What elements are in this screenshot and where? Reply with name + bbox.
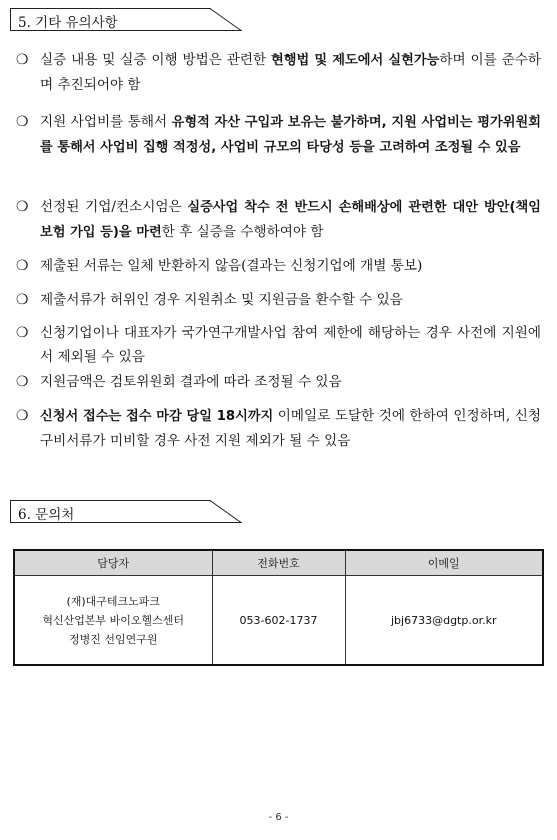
heading-slant-decoration xyxy=(209,8,243,32)
emphasis-text: 현행법 및 제도에서 실현가능 xyxy=(271,53,440,68)
header-phone: 전화번호 xyxy=(212,550,345,576)
plain-text: 지원금액은 검토위원회 결과에 따라 조정될 수 있음 xyxy=(40,374,342,390)
notice-item xyxy=(16,288,541,312)
header-person: 담당자 xyxy=(14,550,212,576)
notice-item xyxy=(16,195,541,245)
contact-table xyxy=(13,549,544,666)
notice-text xyxy=(40,321,541,369)
contact-email: jbj6733@dgtp.or.kr xyxy=(345,576,543,666)
bullet-icon: ❍ xyxy=(16,52,29,68)
bullet-icon: ❍ xyxy=(16,408,29,424)
bullet-icon: ❍ xyxy=(16,325,29,341)
notice-text xyxy=(40,48,541,97)
bullet-icon: ❍ xyxy=(16,374,29,390)
contact-person-cell xyxy=(14,576,212,666)
notice-item xyxy=(16,254,541,278)
bullet-icon: ❍ xyxy=(16,258,29,274)
bullet-icon: ❍ xyxy=(16,199,29,215)
notice-text xyxy=(40,370,541,394)
section-6-title: 6. 문의처 xyxy=(18,507,75,523)
contact-table-row xyxy=(14,576,543,666)
notice-text xyxy=(40,110,541,160)
notice-item xyxy=(16,404,541,453)
section-5-heading xyxy=(10,8,240,32)
notice-text xyxy=(40,195,541,245)
bullet-icon: ❍ xyxy=(16,292,29,308)
emphasis-text: 유형적 자산 구입과 보유는 불가하며, 지원 사업비는 평가위원회를 통해서 사업비 집행 적정성, 사업비 규모의 타당성 등을 고려하여 조정될 수 있음 xyxy=(40,115,541,155)
plain-text: 제출서류가 허위인 경우 지원취소 및 지원금을 환수할 수 있음 xyxy=(40,292,403,308)
notice-text xyxy=(40,288,541,312)
notice-text xyxy=(40,404,541,453)
emphasis-text: 실증사업 착수 전 반드시 손해배상에 관련한 대안 방안(책임보험 가입 등)을 마련 xyxy=(40,200,541,240)
plain-text: 신청기업이나 대표자가 국가연구개발사업 참여 제한에 해당하는 경우 사전에 지원에서 제외될 수 있음 xyxy=(40,325,541,365)
emphasis-text: 신청서 접수는 접수 마감 당일 18시까지 xyxy=(40,409,274,424)
contact-name: 정병진 선임연구원 xyxy=(68,632,158,646)
plain-text: 지원 사업비를 통해서 xyxy=(40,114,172,130)
section-5-title: 5. 기타 유의사항 xyxy=(18,15,118,31)
notice-item xyxy=(16,370,541,394)
page-number: - 6 - xyxy=(268,812,289,823)
heading-slant-decoration xyxy=(209,500,243,524)
plain-text: 실증 내용 및 실증 이행 방법은 관련한 xyxy=(40,52,272,68)
header-email: 이메일 xyxy=(345,550,543,576)
contact-department: 혁신산업본부 바이오헬스센터 xyxy=(42,613,185,627)
plain-text: 하며 이를 준수하며 추진되어야 함 xyxy=(40,52,541,93)
contact-org: (재)대구테크노파크 xyxy=(66,594,161,608)
bullet-icon: ❍ xyxy=(16,114,29,130)
notice-item xyxy=(16,48,541,97)
plain-text: 이메일로 도달한 것에 한하여 인정하며, 신청 구비서류가 미비할 경우 사전 지원 제외가 될 수 있음 xyxy=(40,408,541,449)
contact-phone: 053-602-1737 xyxy=(212,576,345,666)
notice-item xyxy=(16,321,541,369)
section-6-heading xyxy=(10,500,240,524)
plain-text: 선정된 기업/컨소시엄은 xyxy=(40,199,188,215)
notice-text xyxy=(40,254,541,278)
notice-item xyxy=(16,110,541,160)
contact-table-header-row xyxy=(14,550,543,576)
plain-text: 한 후 실증을 수행하여야 함 xyxy=(161,224,324,240)
plain-text: 제출된 서류는 일체 반환하지 않음(결과는 신청기업에 개별 통보) xyxy=(40,258,423,274)
